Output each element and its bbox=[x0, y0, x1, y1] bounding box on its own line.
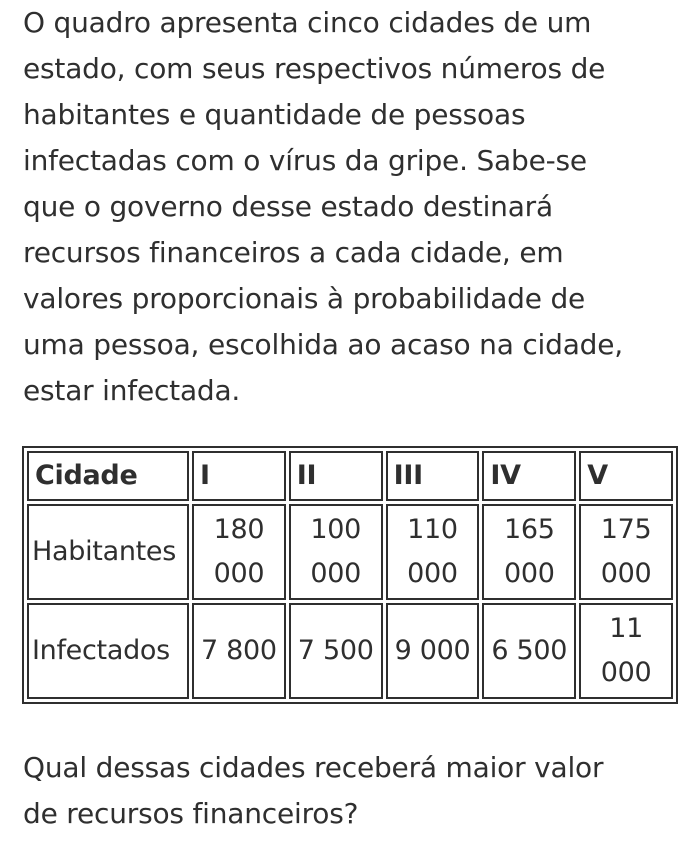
intro-line: valores proporcionais à probabilidade de bbox=[23, 282, 586, 315]
table-cell: 180 000 bbox=[192, 504, 286, 600]
intro-line: estado, com seus respectivos números de bbox=[23, 52, 606, 85]
intro-line: estar infectada. bbox=[23, 374, 241, 407]
table-cell: 110 000 bbox=[386, 504, 480, 600]
intro-line: recursos financeiros a cada cidade, em bbox=[23, 236, 564, 269]
table-cell: 11 000 bbox=[579, 603, 673, 699]
intro-line: uma pessoa, escolhida ao acaso na cidade, bbox=[23, 328, 623, 361]
header-city-ii: II bbox=[289, 451, 383, 501]
table-cell: 9 000 bbox=[386, 603, 480, 699]
table-row-habitantes bbox=[27, 504, 673, 600]
header-city-iii: III bbox=[386, 451, 480, 501]
table-header-row bbox=[27, 451, 673, 501]
table-cell: 175 000 bbox=[579, 504, 673, 600]
header-cidade: Cidade bbox=[27, 451, 189, 501]
question-paragraph bbox=[23, 745, 683, 837]
table-cell: 6 500 bbox=[482, 603, 576, 699]
table-row-infectados bbox=[27, 603, 673, 699]
table-cell: 165 000 bbox=[482, 504, 576, 600]
row-label-habitantes: Habitantes bbox=[27, 504, 189, 600]
header-city-i: I bbox=[192, 451, 286, 501]
header-city-v: V bbox=[579, 451, 673, 501]
intro-line: O quadro apresenta cinco cidades de um bbox=[23, 6, 592, 39]
table-cell: 7 800 bbox=[192, 603, 286, 699]
intro-line: que o governo desse estado destinará bbox=[23, 190, 553, 223]
table-cell: 7 500 bbox=[289, 603, 383, 699]
row-label-infectados: Infectados bbox=[27, 603, 189, 699]
intro-line: infectadas com o vírus da gripe. Sabe-se bbox=[23, 144, 587, 177]
question-line: Qual dessas cidades receberá maior valor bbox=[23, 751, 604, 784]
header-city-iv: IV bbox=[482, 451, 576, 501]
intro-paragraph bbox=[23, 0, 683, 414]
cities-table bbox=[22, 446, 678, 704]
table-cell: 100 000 bbox=[289, 504, 383, 600]
intro-line: habitantes e quantidade de pessoas bbox=[23, 98, 526, 131]
question-line: de recursos financeiros? bbox=[23, 797, 359, 830]
